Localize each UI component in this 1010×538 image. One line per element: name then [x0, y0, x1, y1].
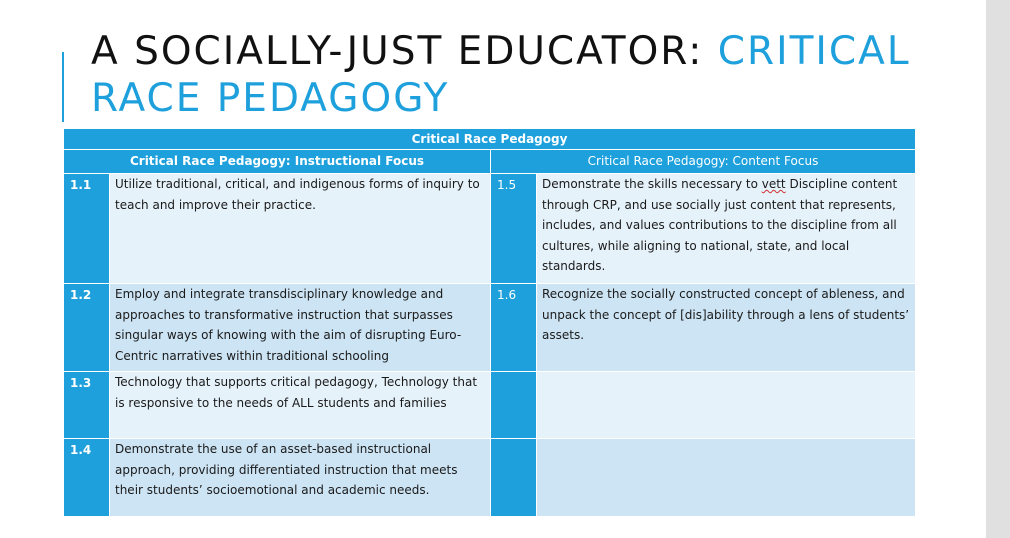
instructional-text: Employ and integrate transdisciplinary knowledge and approaches to transformative instruction that surpasses singular ways of knowing with the aim of disrupting Euro-Centric narratives within traditional schooling — [110, 284, 491, 372]
content-text-post: Discipline content through CRP, and use socially just content that represents, includes, and values contributions to the discipline from all cultures, while aligning to national, state, and local standards. — [542, 177, 898, 273]
spellcheck-marked-word: vett — [761, 177, 786, 191]
instructional-text: Utilize traditional, critical, and indigenous forms of inquiry to teach and improve their practice. — [110, 174, 491, 284]
title-blue-part: CRITICAL RACE PEDAGOGY — [91, 29, 911, 121]
content-focus-header: Critical Race Pedagogy: Content Focus — [491, 150, 916, 174]
row-number: 1.3 — [64, 372, 110, 439]
instructional-focus-header: Critical Race Pedagogy: Instructional Focus — [64, 150, 491, 174]
instructional-text: Demonstrate the use of an asset-based instructional approach, providing differentiated instruction that meets their students’ socioemotional and academic needs. — [110, 439, 491, 517]
right-scroll-strip — [986, 0, 1010, 538]
content-text: Recognize the socially constructed concept of ableness, and unpack the concept of [dis]ability through a lens of students’ assets. — [537, 284, 916, 372]
row-number: 1.6 — [491, 284, 537, 372]
content-text — [537, 372, 916, 439]
row-number — [491, 439, 537, 517]
title-black-part: A SOCIALLY-JUST EDUCATOR: — [91, 29, 718, 74]
table-row — [64, 439, 916, 517]
table-row — [64, 174, 916, 284]
title-accent-bar — [62, 52, 64, 122]
row-number: 1.2 — [64, 284, 110, 372]
table-subheader-row — [64, 150, 916, 174]
row-number — [491, 372, 537, 439]
content-text-pre: Demonstrate the skills necessary to — [542, 177, 762, 191]
table-header-row — [64, 129, 916, 150]
content-text — [537, 174, 916, 284]
table-row — [64, 284, 916, 372]
table-main-header: Critical Race Pedagogy — [64, 129, 916, 150]
crp-table — [63, 128, 916, 517]
content-text — [537, 439, 916, 517]
slide-title — [91, 28, 911, 122]
instructional-text: Technology that supports critical pedagogy, Technology that is responsive to the needs of ALL students and families — [110, 372, 491, 439]
row-number: 1.4 — [64, 439, 110, 517]
row-number: 1.1 — [64, 174, 110, 284]
table-row — [64, 372, 916, 439]
row-number: 1.5 — [491, 174, 537, 284]
